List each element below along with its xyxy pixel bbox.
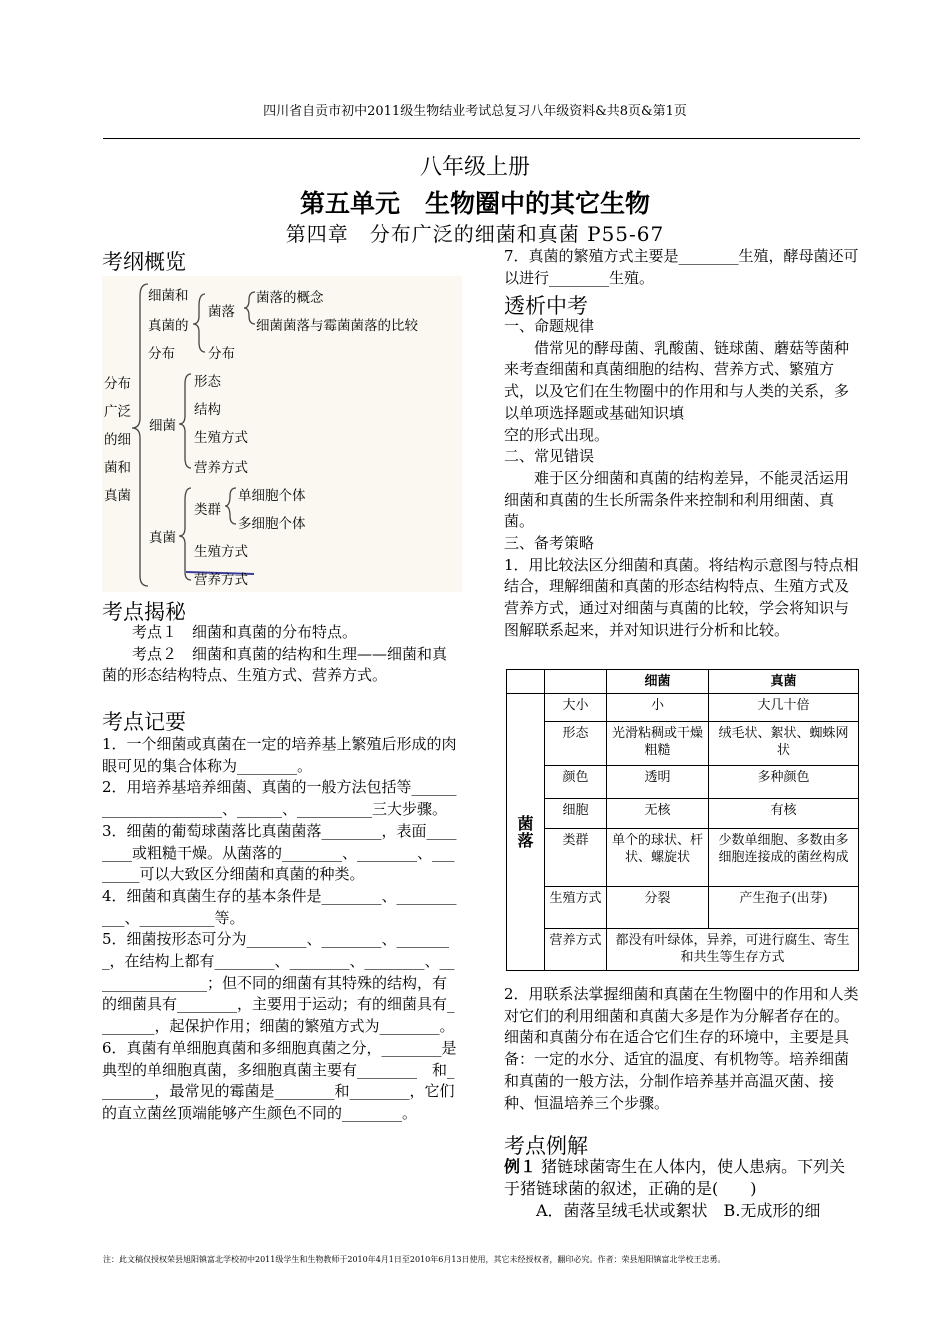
table-row-label: 类群 bbox=[545, 829, 607, 887]
jiyao-item-3: 3．细菌的葡萄球菌落比真菌菌落________，表面________或粗糙干燥。从菌落的________、________、________可以大致区分细菌和真菌的种类。 bbox=[102, 821, 457, 884]
mindmap-bacteria-item-1: 形态 bbox=[194, 374, 221, 390]
mindmap-b1-line3: 分布 bbox=[148, 346, 175, 362]
example-label: 例１ bbox=[504, 1157, 537, 1176]
mindmap-junluo-item-1: 菌落的概念 bbox=[256, 290, 324, 306]
mindmap-bacteria: 细菌 bbox=[149, 418, 176, 434]
toushi-p2: 难于区分细菌和真菌的结构差异，不能灵活运用细菌和真菌的生长所需条件来控制和利用细菌、真菌。 bbox=[504, 468, 850, 531]
table-cell-bacteria: 光滑粘稠或干燥粗糙 bbox=[607, 722, 709, 766]
toushi-h1: 一、命题规律 bbox=[504, 317, 595, 335]
toushi-h3: 三、备考策略 bbox=[504, 534, 595, 553]
table-cell-shared: 都没有叶绿体，异养，可进行腐生、寄生和共生等生存方式 bbox=[607, 929, 859, 971]
table-row-label: 大小 bbox=[545, 694, 607, 722]
mindmap-root-3: 的细 bbox=[104, 432, 131, 448]
table-cell-bacteria: 透明 bbox=[607, 766, 709, 799]
example-text: 猪链球菌寄生在人体内，使人患病。下列关于猪链球菌的叙述，正确的是( ) bbox=[504, 1157, 846, 1198]
table-cell-fungi: 绒毛状、絮状、蜘蛛网状 bbox=[709, 722, 859, 766]
table-cell-bacteria: 小 bbox=[607, 694, 709, 722]
toushi-p3: 1．用比较法区分细菌和真菌。将结构示意图与特点相结合，理解细菌和真菌的形态结构特点、生殖方式及营养方式，通过对细菌与真菌的比较，学会将知识与图解联系起来，并对知识进行分析和比较。 bbox=[504, 555, 859, 639]
example-question bbox=[504, 1156, 860, 1200]
header-rule bbox=[103, 138, 860, 139]
section-jiemi: 考点揭秘 bbox=[102, 600, 186, 624]
toushi-h2: 二、常见错误 bbox=[504, 447, 595, 466]
mindmap-junluo-item-2: 细菌菌落与霉菌菌落的比较 bbox=[256, 318, 418, 334]
mindmap-fungi-item-2: 营养方式 bbox=[194, 572, 248, 588]
toushi-p1: 借常见的酵母菌、乳酸菌、链球菌、蘑菇等菌种来考查细菌和真菌细胞的结构、营养方式、繁殖方式，以及它们在生物圈中的作用和与人类的关系，多以单项选择题或基础知识填 bbox=[504, 338, 850, 422]
mindmap-bacteria-item-3: 生殖方式 bbox=[194, 430, 248, 446]
mindmap-junluo: 菌落 bbox=[208, 304, 235, 320]
section-toushi: 透析中考 bbox=[504, 294, 588, 318]
table-row-label: 颜色 bbox=[545, 766, 607, 799]
table-header-fungi: 真菌 bbox=[709, 670, 859, 694]
mindmap-root-4: 菌和 bbox=[104, 460, 131, 476]
jiyao-item-5: 5．细菌按形态可分为________、________、________，在结构上都有________、________、________、________________；但不同的细菌有其特殊的结构，有的细菌具有________，主要用于运动；有的细菌具有________，起保护作用；细菌的繁殖方式为________。 bbox=[102, 930, 455, 1036]
mindmap-fungi: 真菌 bbox=[149, 530, 176, 546]
section-lijie: 考点例解 bbox=[504, 1134, 588, 1158]
table-cell-fungi: 有核 bbox=[709, 799, 859, 829]
mindmap-leiqun-item-2: 多细胞个体 bbox=[238, 516, 306, 532]
chapter-title: 第四章 分布广泛的细菌和真菌 P55-67 bbox=[285, 222, 665, 246]
mindmap-b1-fenbu: 分布 bbox=[208, 346, 235, 362]
comparison-table bbox=[506, 669, 859, 971]
mindmap-leiqun: 类群 bbox=[194, 502, 221, 518]
page-footer: 注：此文稿仅授权荣县旭阳镇富北学校初中2011级学生和生物教师于2010年4月1日至2010年6月13日使用，其它未经授权者，翻印必究。作者：荣县旭阳镇富北学校王忠勇。 bbox=[103, 1255, 726, 1264]
table-row-label: 形态 bbox=[545, 722, 607, 766]
table-cell-fungi: 多种颜色 bbox=[709, 766, 859, 799]
book-title: 八年级上册 bbox=[419, 155, 530, 180]
table-cell-bacteria: 无核 bbox=[607, 799, 709, 829]
mindmap-b1-line2: 真菌的 bbox=[148, 318, 189, 334]
section-kaogang: 考纲概览 bbox=[102, 250, 186, 274]
table-cell-fungi: 少数单细胞、多数由多细胞连接成的菌丝构成 bbox=[709, 829, 859, 887]
mindmap-root-5: 真菌 bbox=[104, 488, 131, 504]
table-row-label: 营养方式 bbox=[545, 929, 607, 971]
jiyao-block bbox=[102, 734, 460, 1125]
jiyao-item-2: 2．用培养基培养细菌、真菌的一般方法包括等______________________、______、__________三大步骤。 bbox=[102, 778, 457, 819]
mindmap-bacteria-item-2: 结构 bbox=[194, 402, 221, 418]
mindmap-bacteria-item-4: 营养方式 bbox=[194, 460, 248, 476]
mindmap-fungi-item-1: 生殖方式 bbox=[194, 544, 248, 560]
jiemi-point-2: 考点２ 细菌和真菌的结构和生理——细菌和真菌的形态结构特点、生殖方式、营养方式。 bbox=[102, 644, 448, 685]
table-header-bacteria: 细菌 bbox=[607, 670, 709, 694]
table-row-label: 生殖方式 bbox=[545, 887, 607, 929]
mindmap-b1-line1: 细菌和 bbox=[148, 288, 189, 304]
toushi-p1b: 空的形式出现。 bbox=[504, 425, 610, 444]
table-cell-fungi: 大几十倍 bbox=[709, 694, 859, 722]
unit-title: 第五单元 生物圈中的其它生物 bbox=[299, 189, 650, 218]
table-cell-bacteria: 分裂 bbox=[607, 887, 709, 929]
toushi-p4: 2．用联系法掌握细菌和真菌在生物圈中的作用和人类对它们的利用细菌和真菌大多是作为分解者存在的。细菌和真菌分布在适合它们生存的环境中，主要是具备：一定的水分、适宜的温度、有机物等。培养细菌和真菌的一般方法，分制作培养基并高温灭菌、接种、恒温培养三个步骤。 bbox=[504, 985, 859, 1112]
mindmap-leiqun-item-1: 单细胞个体 bbox=[238, 488, 306, 504]
page-header: 四川省自贡市初中2011级生物结业考试总复习八年级资料&共8页&第1页 bbox=[263, 104, 687, 119]
outline-mindmap bbox=[102, 276, 462, 592]
table-cell-fungi: 产生孢子(出芽) bbox=[709, 887, 859, 929]
table-row-label: 细胞 bbox=[545, 799, 607, 829]
section-jiyao: 考点记要 bbox=[102, 710, 186, 734]
jiemi-point-1: 考点１ 细菌和真菌的分布特点。 bbox=[132, 623, 358, 641]
table-row-group: 菌落 bbox=[507, 694, 545, 971]
jiyao-item-7: 7．真菌的繁殖方式主要是________生殖，酵母菌还可以进行________生殖。 bbox=[504, 247, 859, 287]
table-corner bbox=[507, 670, 545, 694]
toushi-block bbox=[504, 316, 860, 642]
example-options: A．菌落呈绒毛状或絮状 B.无成形的细 bbox=[536, 1201, 821, 1220]
jiyao-item-6: 6．真菌有单细胞真菌和多细胞真菌之分，________是典型的单细胞真菌，多细胞真菌主要有________ 和________，最常见的霉菌是________和________，它们的直立菌丝顶端能够产生颜色不同的________。 bbox=[102, 1038, 457, 1122]
jiyao-item-1: 1．一个细菌或真菌在一定的培养基上繁殖后形成的肉眼可见的集合体称为________。 bbox=[102, 735, 457, 775]
example-block bbox=[504, 1156, 860, 1222]
table-corner-2 bbox=[545, 670, 607, 694]
jiyao-item-4: 4．细菌和真菌生存的基本条件是________、___________、__________等。 bbox=[102, 886, 457, 927]
mindmap-root-2: 广泛 bbox=[104, 404, 131, 420]
mindmap-root-1: 分布 bbox=[104, 376, 131, 392]
table-cell-bacteria: 单个的球状、杆状、螺旋状 bbox=[607, 829, 709, 887]
jiemi-block bbox=[102, 622, 460, 687]
